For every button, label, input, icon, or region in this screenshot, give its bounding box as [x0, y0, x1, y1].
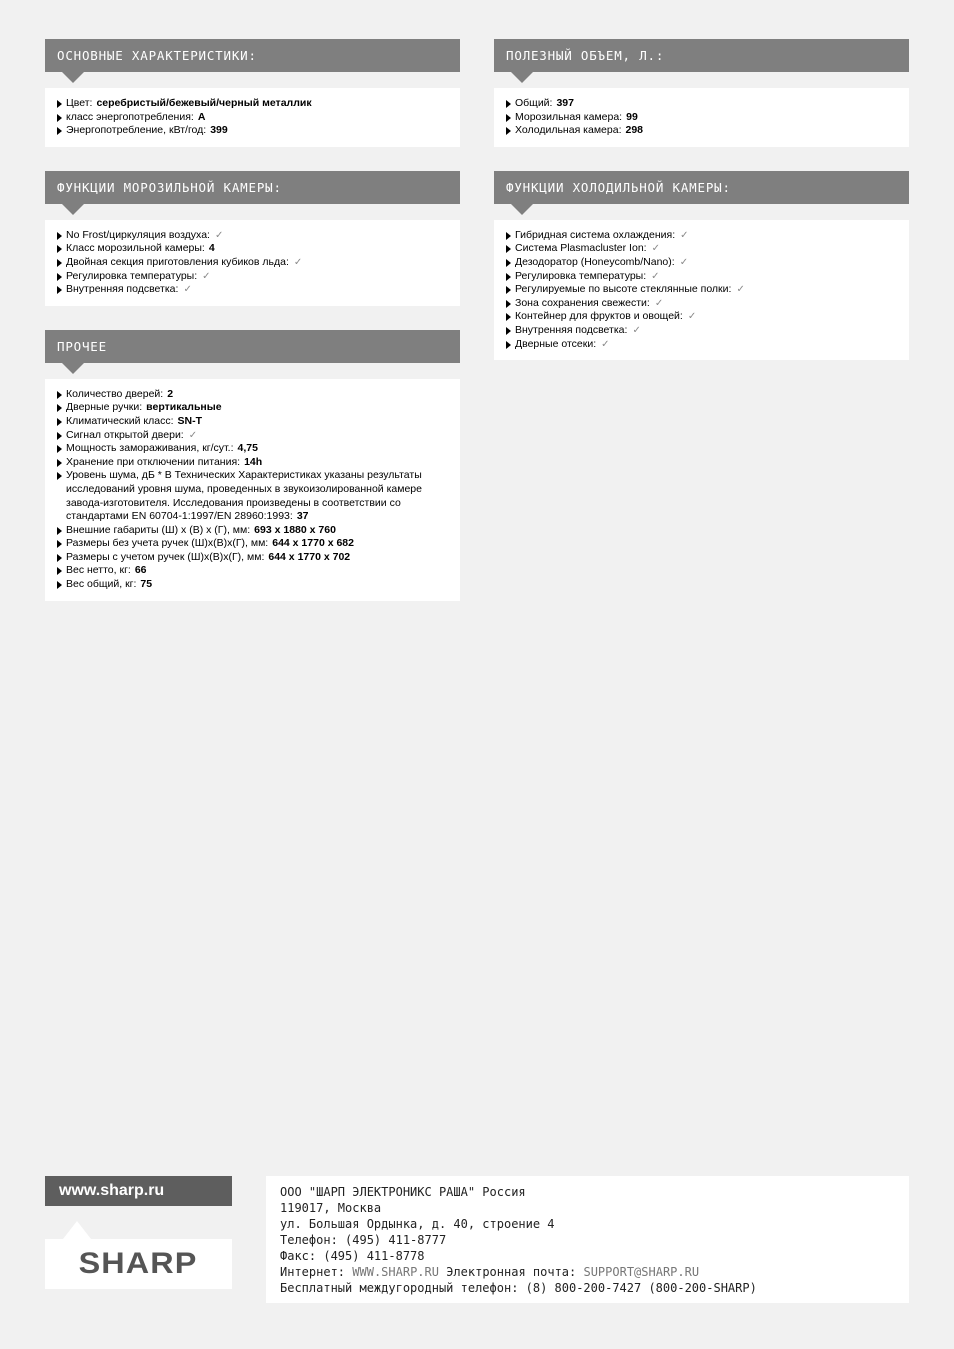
- spec-label: Дверные ручки:: [66, 401, 143, 414]
- spec-section: [45, 171, 460, 306]
- spec-value: 644 x 1770 x 682: [272, 537, 354, 550]
- spec-value: 693 x 1880 x 760: [254, 523, 336, 536]
- spec-list: [494, 220, 909, 360]
- checkmark-icon: ✓: [214, 229, 224, 241]
- spec-item: [57, 578, 448, 592]
- company-name: ООО "ШАРП ЭЛЕКТРОНИКС РАША" Россия: [280, 1185, 526, 1199]
- spec-item: [57, 551, 448, 565]
- spec-label: Регулируемые по высоте стеклянные полки:: [515, 283, 732, 296]
- spec-label: Двойная секция приготовления кубиков льда:: [66, 255, 289, 268]
- spec-item: [506, 270, 897, 284]
- checkmark-icon: ✓: [293, 256, 303, 268]
- spec-section: [494, 39, 909, 147]
- spec-label: Внутренняя подсветка:: [66, 283, 179, 296]
- spec-label: Климатический класс:: [66, 414, 174, 427]
- spec-item: [506, 324, 897, 338]
- spec-value: 4,75: [237, 442, 258, 455]
- section-title: ФУНКЦИИ ХОЛОДИЛЬНОЙ КАМЕРЫ:: [494, 171, 909, 204]
- spec-value: 75: [140, 578, 153, 591]
- spec-item: [57, 124, 448, 138]
- checkmark-icon: ✓: [188, 429, 198, 441]
- spec-item: [506, 297, 897, 311]
- checkmark-icon: ✓: [651, 243, 660, 255]
- spec-label: Общий:: [515, 97, 553, 109]
- section-title: ПОЛЕЗНЫЙ ОБЪЕМ, Л.:: [494, 39, 909, 72]
- spec-item: [506, 111, 897, 125]
- contact-info: [266, 1176, 909, 1303]
- spec-item: [57, 524, 448, 538]
- logo-text: SHARP: [79, 1247, 198, 1280]
- spec-item: [57, 111, 448, 125]
- spec-label: No Frost/циркуляция воздуха:: [66, 228, 210, 241]
- spec-label: Сигнал открытой двери:: [66, 428, 184, 441]
- spec-item: [57, 456, 448, 470]
- checkmark-icon: ✓: [632, 324, 641, 336]
- spec-item: [57, 537, 448, 551]
- spec-label: Регулировка температуры:: [66, 269, 198, 282]
- spec-label: Внешние габариты (Ш) х (В) х (Г), мм:: [66, 523, 251, 536]
- spec-item: [57, 469, 448, 523]
- checkmark-icon: ✓: [687, 311, 697, 323]
- right-column: [494, 39, 909, 384]
- internet-line: [280, 1264, 895, 1280]
- spec-list: [494, 88, 909, 147]
- checkmark-icon: ✓: [654, 297, 664, 309]
- spec-item: [57, 229, 448, 243]
- spec-label: Внутренняя подсветка:: [515, 323, 628, 336]
- spec-item: [57, 415, 448, 429]
- checkmark-icon: ✓: [679, 256, 689, 268]
- spec-item: [506, 310, 897, 324]
- spec-item: [57, 388, 448, 402]
- spec-item: [57, 442, 448, 456]
- spec-item: [57, 256, 448, 270]
- spec-list: [45, 220, 460, 306]
- spec-label: Энергопотребление, кВт/год:: [66, 124, 207, 137]
- section-title: ОСНОВНЫЕ ХАРАКТЕРИСТИКИ:: [45, 39, 460, 72]
- spec-label: Хранение при отключении питания:: [66, 455, 241, 468]
- spec-item: [506, 242, 897, 256]
- spec-label: Класс морозильной камеры:: [66, 242, 205, 255]
- spec-value: 4: [208, 242, 215, 255]
- spec-section: [45, 330, 460, 601]
- spec-label: Морозильная камера:: [515, 110, 623, 123]
- left-column: [45, 39, 460, 625]
- spec-value: SN-T: [177, 414, 203, 427]
- spec-value: 66: [134, 564, 147, 577]
- phone: Телефон: (495) 411-8777: [280, 1233, 447, 1247]
- spec-item: [506, 97, 897, 111]
- spec-item: [506, 283, 897, 297]
- spec-item: [506, 256, 897, 270]
- section-title: ФУНКЦИИ МОРОЗИЛЬНОЙ КАМЕРЫ:: [45, 171, 460, 204]
- spec-item: [57, 429, 448, 443]
- email-link[interactable]: SUPPORT@SHARP.RU: [583, 1265, 700, 1279]
- spec-value: 37: [296, 510, 309, 523]
- spec-item: [506, 338, 897, 352]
- spec-value: 99: [626, 110, 638, 123]
- spec-label: Вес общий, кг:: [66, 578, 137, 591]
- spec-list: [45, 379, 460, 601]
- spec-label: Вес нетто, кг:: [66, 564, 131, 577]
- spec-label: Размеры без учета ручек (Ш)х(В)х(Г), мм:: [66, 537, 269, 550]
- internet-label: Интернет:: [280, 1265, 346, 1279]
- spec-item: [506, 229, 897, 243]
- spec-label: Зона сохранения свежести:: [515, 296, 650, 309]
- section-title: ПРОЧЕЕ: [45, 330, 460, 363]
- spec-label: Уровень шума, дБ * В Технических Характеристиках указаны результаты исследований уровня шума, проведенных в звукоизолированной камере завода-изготовителя. Исследования произведены в соответствии со стандартами EN 60704-1:1997/EN 28960:1993:: [66, 469, 422, 523]
- logo-pointer: [63, 1221, 91, 1239]
- spec-label: Контейнер для фруктов и овощей:: [515, 310, 683, 323]
- spec-value: серебристый/бежевый/черный металлик: [96, 97, 312, 109]
- spec-value: 2: [167, 387, 174, 400]
- postcode-city: 119017, Москва: [280, 1201, 382, 1215]
- spec-item: [57, 97, 448, 111]
- sharp-logo: [45, 1239, 232, 1289]
- spec-label: Регулировка температуры:: [515, 269, 647, 282]
- spec-section: [45, 39, 460, 147]
- spec-list: [45, 88, 460, 147]
- street-address: ул. Большая Ордынка, д. 40, строение 4: [280, 1217, 555, 1231]
- checkmark-icon: ✓: [680, 229, 689, 241]
- spec-label: Размеры с учетом ручек (Ш)х(В)х(Г), мм:: [66, 550, 265, 563]
- checkmark-icon: ✓: [601, 338, 610, 350]
- spec-value: вертикальные: [146, 401, 222, 414]
- spec-value: 397: [556, 97, 574, 109]
- spec-value: 14h: [244, 455, 263, 468]
- spec-label: Холодильная камера:: [515, 124, 622, 137]
- spec-label: Дверные отсеки:: [515, 337, 597, 350]
- spec-label: Количество дверей:: [66, 387, 164, 400]
- spec-value: 399: [210, 124, 228, 137]
- website-link[interactable]: www.sharp.ru: [45, 1176, 232, 1206]
- spec-item: [506, 124, 897, 138]
- spec-label: Гибридная система охлаждения:: [515, 228, 676, 241]
- spec-label: класс энергопотребления:: [66, 110, 194, 123]
- spec-item: [57, 283, 448, 297]
- spec-section: [494, 171, 909, 360]
- spec-value: 298: [625, 124, 644, 137]
- spec-item: [57, 564, 448, 578]
- spec-value: A: [197, 110, 206, 123]
- checkmark-icon: ✓: [651, 270, 660, 282]
- spec-label: Система Plasmacluster Ion:: [515, 242, 647, 255]
- spec-item: [57, 401, 448, 415]
- hotline: Бесплатный междугородный телефон: (8) 800-200-7427 (800-200-SHARP): [280, 1281, 757, 1295]
- checkmark-icon: ✓: [736, 284, 745, 296]
- spec-label: Дезодоратор (Honeycomb/Nano):: [515, 255, 675, 268]
- internet-link[interactable]: WWW.SHARP.RU: [352, 1265, 439, 1279]
- spec-item: [57, 270, 448, 284]
- checkmark-icon: ✓: [202, 270, 211, 282]
- spec-label: Цвет:: [66, 97, 93, 109]
- email-label: Электронная почта:: [446, 1265, 577, 1279]
- spec-label: Мощность замораживания, кг/сут.:: [66, 442, 234, 455]
- checkmark-icon: ✓: [183, 284, 192, 296]
- fax: Факс: (495) 411-8778: [280, 1249, 425, 1263]
- spec-item: [57, 242, 448, 256]
- spec-value: 644 x 1770 x 702: [268, 550, 351, 563]
